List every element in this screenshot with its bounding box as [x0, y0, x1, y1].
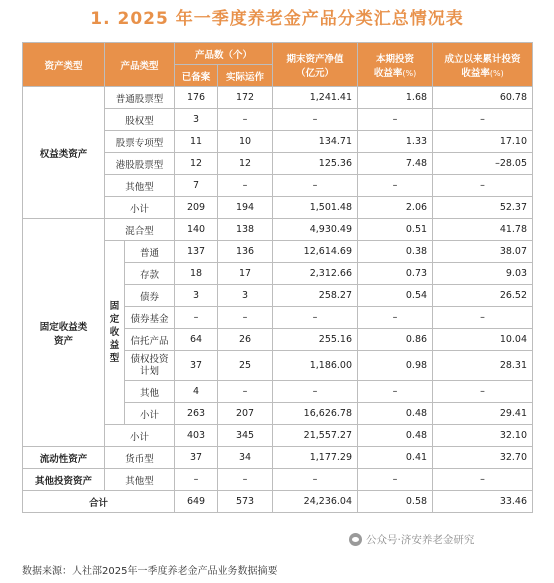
product-name: 混合型 [105, 219, 175, 241]
total-label: 合计 [23, 491, 175, 513]
operating-count: 10 [218, 131, 273, 153]
header-product-type: 产品类型 [105, 43, 175, 87]
nav-value: 255.16 [273, 329, 358, 351]
nav-value: 4,930.49 [273, 219, 358, 241]
nav-value: 16,626.78 [273, 403, 358, 425]
product-name: 存款 [125, 263, 175, 285]
category-fixed-income [23, 219, 105, 447]
product-name: 股权型 [105, 109, 175, 131]
wechat-icon [349, 533, 362, 546]
filed-count: 3 [175, 109, 218, 131]
filed-count: 7 [175, 175, 218, 197]
product-name-line1: 债权投资 [130, 353, 169, 365]
page-title: 1. 2025 年一季度养老金产品分类汇总情况表 [90, 9, 464, 29]
cum-return: 41.78 [433, 219, 533, 241]
filed-count: 37 [175, 351, 218, 381]
cum-return: 52.37 [433, 197, 533, 219]
header-product-count: 产品数（个） [175, 43, 273, 65]
cum-return: – [433, 469, 533, 491]
filed-count: 209 [175, 197, 218, 219]
header-period-return [358, 43, 433, 87]
product-name: 其他型 [105, 175, 175, 197]
operating-count: 12 [218, 153, 273, 175]
nav-value: 12,614.69 [273, 241, 358, 263]
nav-value: – [273, 307, 358, 329]
cum-return: 9.03 [433, 263, 533, 285]
cum-return: 32.70 [433, 447, 533, 469]
cum-return: – [433, 381, 533, 403]
nav-value: 1,186.00 [273, 351, 358, 381]
sub-char: 益 [109, 340, 120, 351]
filed-count: 403 [175, 425, 218, 447]
header-period-line2: 收益率 [373, 67, 403, 79]
cum-return: 28.31 [433, 351, 533, 381]
category-fixed-line2: 资产 [53, 335, 73, 347]
cum-return: – [433, 109, 533, 131]
cum-return: – [433, 307, 533, 329]
period-return: 0.38 [358, 241, 433, 263]
period-return: 1.68 [358, 87, 433, 109]
header-cum-return [433, 43, 533, 87]
header-cum-line1: 成立以来累计投资 [444, 53, 521, 65]
nav-value: 134.71 [273, 131, 358, 153]
filed-count: 4 [175, 381, 218, 403]
product-name: 信托产品 [125, 329, 175, 351]
period-return: – [358, 469, 433, 491]
operating-count: – [218, 109, 273, 131]
data-source-note: 数据来源：人社部2025年一季度养老金产品业务数据摘要 [22, 566, 278, 577]
nav-value: 24,236.04 [273, 491, 358, 513]
watermark [346, 532, 477, 547]
header-nav-line1: 期末资产净值 [286, 53, 344, 65]
period-return: 0.73 [358, 263, 433, 285]
category-liquidity: 流动性资产 [23, 447, 105, 469]
nav-value: 21,557.27 [273, 425, 358, 447]
sub-char: 收 [109, 327, 120, 338]
header-operating: 实际运作 [218, 65, 273, 87]
cum-return: –28.05 [433, 153, 533, 175]
header-period-unit: (%) [402, 68, 417, 78]
nav-value: – [273, 381, 358, 403]
product-name: 小计 [105, 425, 175, 447]
cum-return: 38.07 [433, 241, 533, 263]
period-return: 0.48 [358, 403, 433, 425]
product-name: 小计 [105, 197, 175, 219]
nav-value: 1,501.48 [273, 197, 358, 219]
filed-count: 649 [175, 491, 218, 513]
period-return: 1.33 [358, 131, 433, 153]
period-return: 0.48 [358, 425, 433, 447]
nav-value: 1,177.29 [273, 447, 358, 469]
product-name: 港股股票型 [105, 153, 175, 175]
product-name: 其他型 [105, 469, 175, 491]
header-nav [273, 43, 358, 87]
product-name: 普通 [125, 241, 175, 263]
period-return: – [358, 381, 433, 403]
period-return: 0.54 [358, 285, 433, 307]
nav-value: 1,241.41 [273, 87, 358, 109]
operating-count: 17 [218, 263, 273, 285]
nav-value: – [273, 109, 358, 131]
operating-count: 34 [218, 447, 273, 469]
operating-count: 172 [218, 87, 273, 109]
table-row [23, 469, 533, 491]
cum-return: 60.78 [433, 87, 533, 109]
period-return: 7.48 [358, 153, 433, 175]
category-other: 其他投资资产 [23, 469, 105, 491]
operating-count: – [218, 175, 273, 197]
operating-count: – [218, 381, 273, 403]
product-name-line2: 计划 [140, 365, 160, 377]
filed-count: – [175, 469, 218, 491]
nav-value: – [273, 469, 358, 491]
operating-count: 345 [218, 425, 273, 447]
table-row [23, 447, 533, 469]
cum-return: 32.10 [433, 425, 533, 447]
filed-count: 263 [175, 403, 218, 425]
filed-count: 12 [175, 153, 218, 175]
cum-return: 10.04 [433, 329, 533, 351]
period-return: – [358, 175, 433, 197]
operating-count: – [218, 307, 273, 329]
product-name: 债券 [125, 285, 175, 307]
nav-value: – [273, 175, 358, 197]
cum-return: – [433, 175, 533, 197]
filed-count: 11 [175, 131, 218, 153]
product-name: 货币型 [105, 447, 175, 469]
product-name: 小计 [125, 403, 175, 425]
operating-count: 207 [218, 403, 273, 425]
period-return: – [358, 307, 433, 329]
operating-count: 138 [218, 219, 273, 241]
header-nav-line2: （亿元） [296, 67, 335, 79]
watermark-text: 公众号·济安养老金研究 [366, 534, 475, 546]
operating-count: 194 [218, 197, 273, 219]
sub-char: 定 [109, 314, 120, 325]
operating-count: 136 [218, 241, 273, 263]
period-return: 0.51 [358, 219, 433, 241]
period-return: 0.58 [358, 491, 433, 513]
sub-char: 型 [109, 353, 120, 364]
filed-count: 137 [175, 241, 218, 263]
operating-count: 573 [218, 491, 273, 513]
product-name: 股票专项型 [105, 131, 175, 153]
filed-count: 176 [175, 87, 218, 109]
header-asset-type: 资产类型 [23, 43, 105, 87]
category-fixed-line1: 固定收益类 [39, 321, 88, 333]
operating-count: 3 [218, 285, 273, 307]
pension-product-table [22, 42, 533, 513]
period-return: 0.98 [358, 351, 433, 381]
table-row [23, 219, 533, 241]
operating-count: 25 [218, 351, 273, 381]
filed-count: 18 [175, 263, 218, 285]
nav-value: 2,312.66 [273, 263, 358, 285]
cum-return: 26.52 [433, 285, 533, 307]
filed-count: 37 [175, 447, 218, 469]
nav-value: 125.36 [273, 153, 358, 175]
period-return: 2.06 [358, 197, 433, 219]
filed-count: – [175, 307, 218, 329]
filed-count: 3 [175, 285, 218, 307]
cum-return: 29.41 [433, 403, 533, 425]
category-equity: 权益类资产 [23, 87, 105, 219]
filed-count: 140 [175, 219, 218, 241]
cum-return: 33.46 [433, 491, 533, 513]
period-return: 0.86 [358, 329, 433, 351]
product-name: 债券基金 [125, 307, 175, 329]
subcategory-fixed-income-type [105, 241, 125, 425]
operating-count: 26 [218, 329, 273, 351]
period-return: – [358, 109, 433, 131]
header-cum-line2: 收益率 [461, 67, 490, 79]
header-filed: 已备案 [175, 65, 218, 87]
product-name: 其他 [125, 381, 175, 403]
header-cum-unit: (%) [489, 68, 504, 78]
product-name [125, 351, 175, 381]
product-name: 普通股票型 [105, 87, 175, 109]
operating-count: – [218, 469, 273, 491]
cum-return: 17.10 [433, 131, 533, 153]
table-row [23, 87, 533, 109]
header-period-line1: 本期投资 [376, 53, 415, 65]
period-return: 0.41 [358, 447, 433, 469]
sub-char: 固 [109, 301, 120, 312]
nav-value: 258.27 [273, 285, 358, 307]
filed-count: 64 [175, 329, 218, 351]
table-row-total [23, 491, 533, 513]
